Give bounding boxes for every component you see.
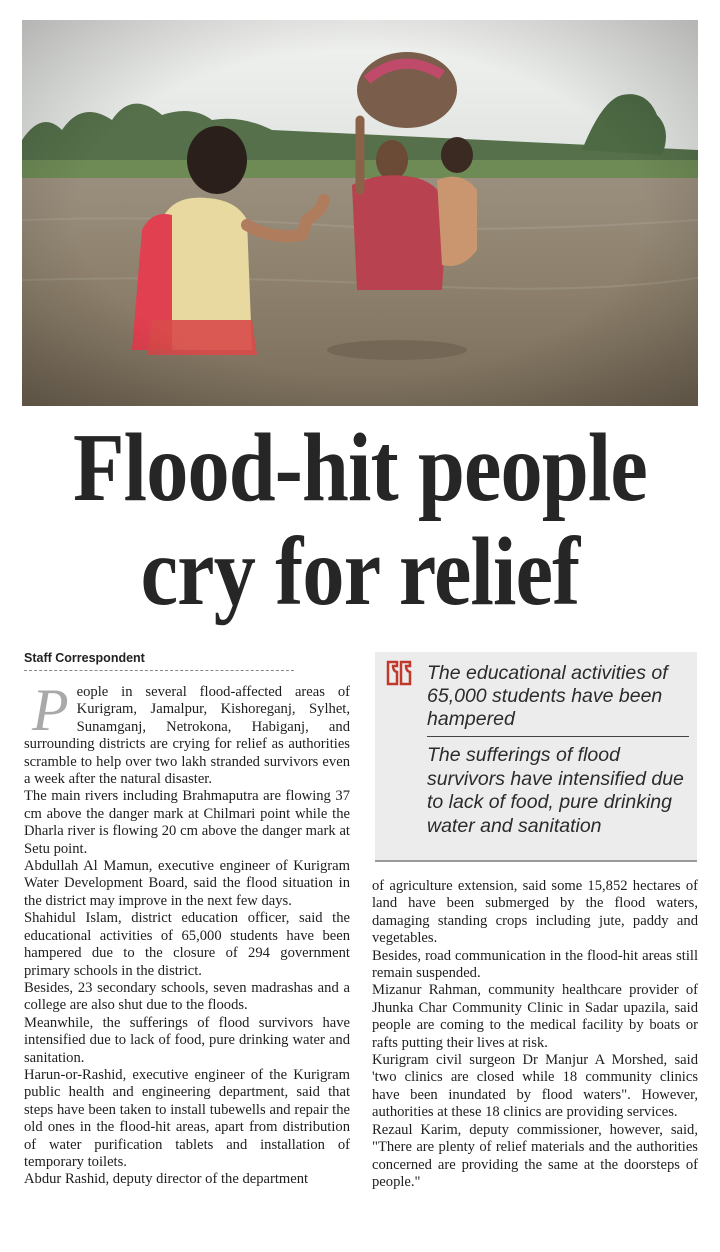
headline-line-1: Flood-hit people	[73, 414, 647, 522]
byline-divider	[24, 670, 294, 671]
article-paragraph	[24, 677, 350, 788]
drop-cap: P	[32, 677, 69, 743]
article-paragraph: Abdur Rashid, deputy director of the department	[24, 1171, 309, 1188]
article-paragraph: Besides, road communication in the flood-hit areas still remain suspended.	[372, 947, 698, 982]
article-paragraph: Besides, 23 secondary schools, seven madrashas and a college are also shut due to the floods.	[24, 979, 350, 1014]
headline	[0, 416, 720, 624]
article-column-left	[24, 677, 350, 1189]
article-paragraph: Abdullah Al Mamun, executive engineer of Kurigram Water Development Board, said the flood situation in the district may improve in the next few days.	[24, 858, 350, 909]
byline: Staff Correspondent	[24, 651, 145, 665]
article-paragraph: Mizanur Rahman, community healthcare provider of Jhunka Char Community Clinic in Sadar upazila, said people are coming to the medical facility by boats or rafts putting their lives at risk.	[372, 982, 698, 1051]
article-paragraph: Rezaul Karim, deputy commissioner, however, said, "There are plenty of relief materials and the authorities concerned are providing the same at the doorsteps of people."	[372, 1121, 698, 1190]
pull-quote-secondary: The sufferings of flood survivors have intensified due to lack of food, pure drinking water and sanitation	[427, 744, 684, 837]
article-paragraph: Shahidul Islam, district education officer, said the educational activities of 65,000 students have been hampered due to the closure of 294 government primary schools in the district.	[24, 910, 350, 979]
quote-mark-icon	[385, 658, 415, 688]
article-paragraph: Kurigram civil surgeon Dr Manjur A Morshed, said 'two clinics are closed while 18 community clinics have been inundated by flood waters". However, authorities at these 18 clinics are providing services.	[372, 1052, 698, 1121]
article-paragraph: of agriculture extension, said some 15,852 hectares of land have been submerged by the flood waters, damaging standing crops including jute, paddy and vegetables.	[372, 878, 698, 947]
pull-quote-box	[375, 652, 697, 862]
news-photo	[22, 20, 698, 406]
article-paragraph: Meanwhile, the sufferings of flood survivors have intensified due to lack of food, pure drinking water and sanitation.	[24, 1014, 350, 1066]
article-paragraph: Harun-or-Rashid, executive engineer of the Kurigram public health and engineering department, said that steps have been taken to install tubewells and repair the old ones in the flood-hit areas, apart from distribution of water purification tablets and installation of temporary toilets.	[24, 1066, 350, 1170]
pull-quote-divider	[427, 736, 689, 737]
article-column-right	[372, 878, 698, 1191]
pull-quote-primary: The educational activities of 65,000 students have been hampered	[427, 662, 668, 730]
article-paragraph: The main rivers including Brahmaputra are flowing 37 cm above the danger mark at Chilmari point while the Dharla river is flowing 20 cm above the danger mark at Setu point.	[24, 788, 350, 857]
paragraph-text: eople in several flood-affected areas of Kurigram, Jamalpur, Kishoreganj, Sylhet, Sunamganj, Netrokona, Habiganj, and surrounding districts are crying for relief as authorities scramble to help over two lakh stranded survivors even a week after the natural disaster.	[24, 684, 350, 788]
headline-line-2: cry for relief	[140, 518, 580, 626]
